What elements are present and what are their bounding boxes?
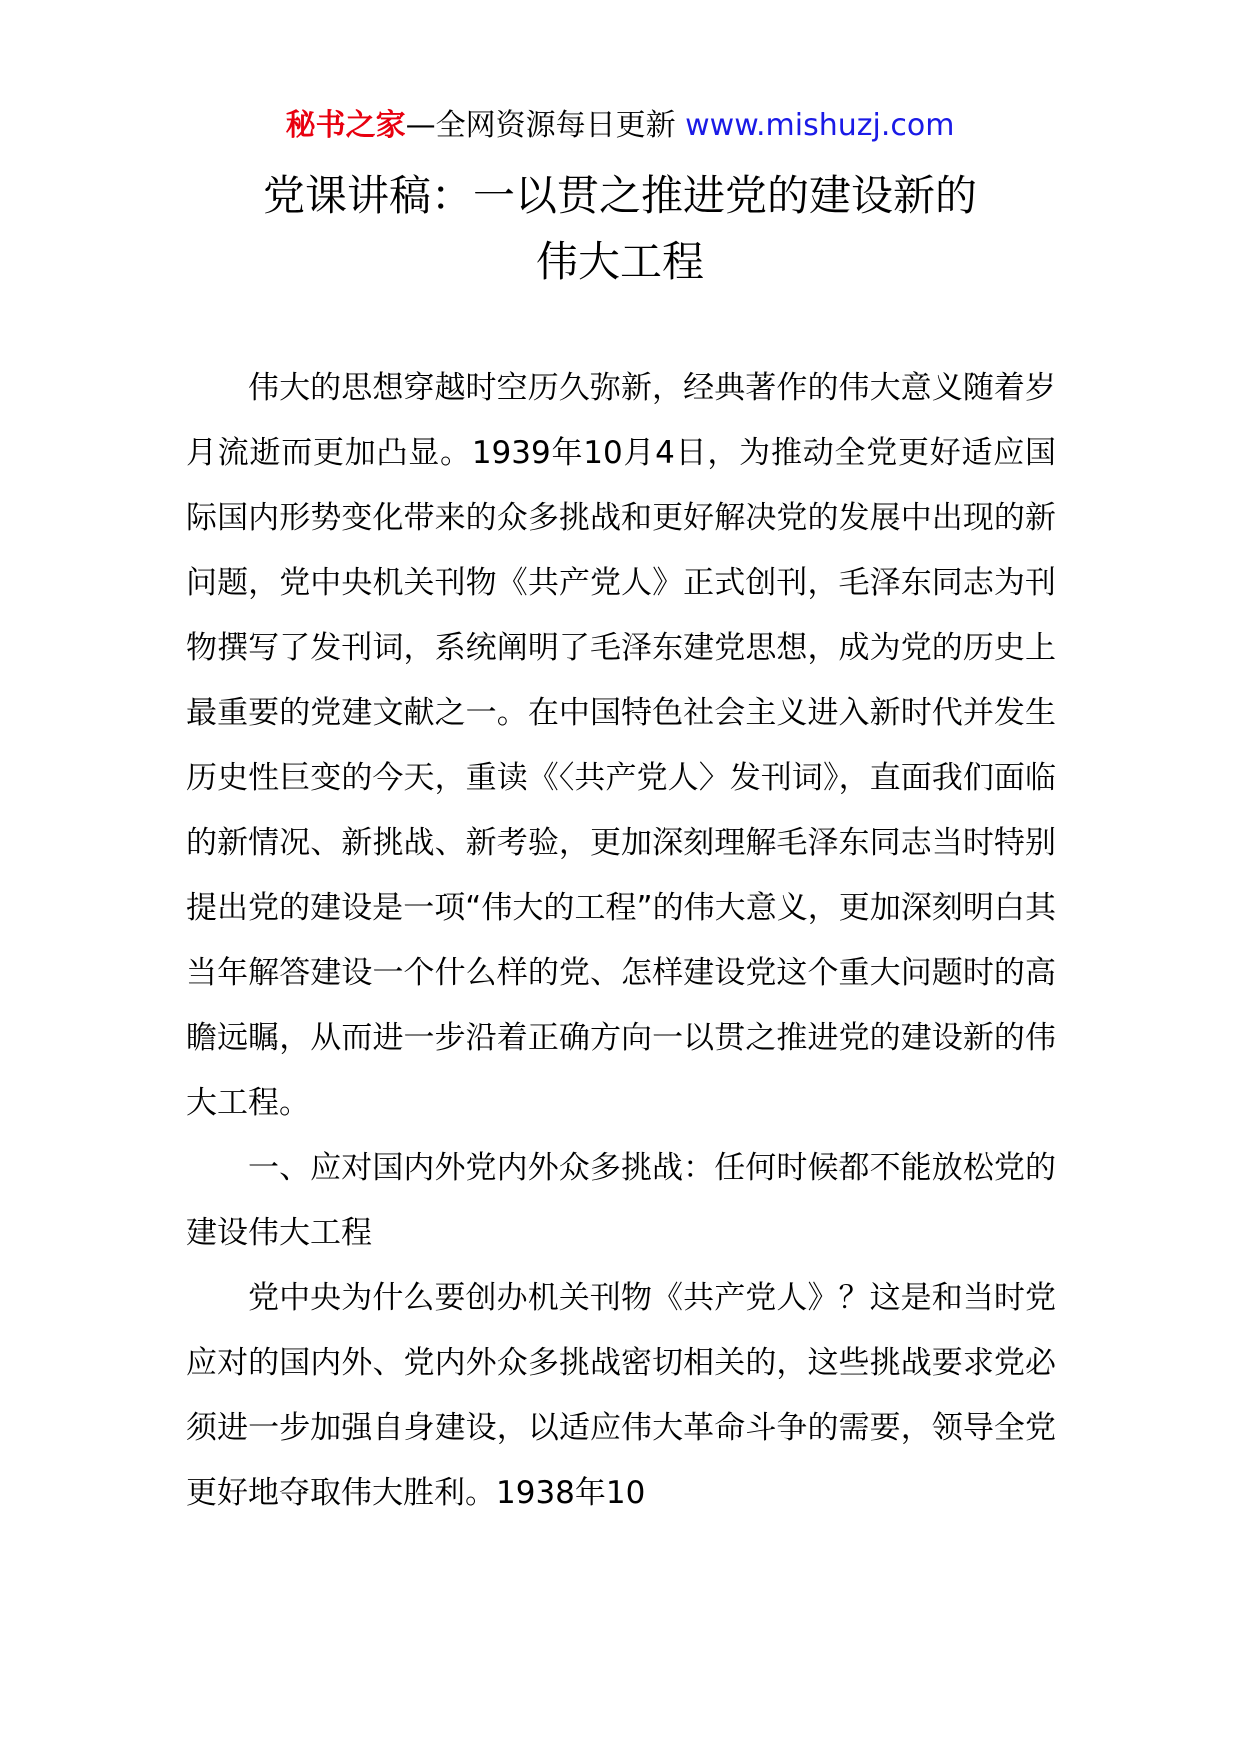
- site-header: [0, 104, 1240, 148]
- document-title: [0, 163, 1240, 295]
- document-body: [186, 356, 1056, 1526]
- site-url-link[interactable]: www.mishuzj.com: [685, 108, 955, 143]
- body-paragraph-section-1: 党中央为什么要创办机关刊物《共产党人》？这是和当时党应对的国内外、党内外众多挑战密切相关的，这些挑战要求党必须进一步加强自身建设，以适应伟大革命斗争的需要，领导全党更好地夺取伟大胜利。1938年10: [186, 1280, 1056, 1511]
- section-heading-1: 一、应对国内外党内外众多挑战：任何时候都不能放松党的建设伟大工程: [186, 1150, 1056, 1251]
- header-tagline: —全网资源每日更新: [405, 108, 676, 143]
- title-line-1: 党课讲稿：一以贯之推进党的建设新的: [262, 171, 977, 220]
- brand-name: 秘书之家: [285, 108, 406, 143]
- title-line-2: 伟大工程: [535, 237, 704, 286]
- body-paragraph-intro: 伟大的思想穿越时空历久弥新，经典著作的伟大意义随着岁月流逝而更加凸显。1939年10月4日，为推动全党更好适应国际国内形势变化带来的众多挑战和更好解决党的发展中出现的新问题，党中央机关刊物《共产党人》正式创刊，毛泽东同志为刊物撰写了发刊词，系统阐明了毛泽东建党思想，成为党的历史上最重要的党建文献之一。在中国特色社会主义进入新时代并发生历史性巨变的今天，重读《〈共产党人〉发刊词》，直面我们面临的新情况、新挑战、新考验，更加深刻理解毛泽东同志当时特别提出党的建设是一项“伟大的工程”的伟大意义，更加深刻明白其当年解答建设一个什么样的党、怎样建设党这个重大问题时的高瞻远瞩，从而进一步沿着正确方向一以贯之推进党的建设新的伟大工程。: [186, 370, 1056, 1121]
